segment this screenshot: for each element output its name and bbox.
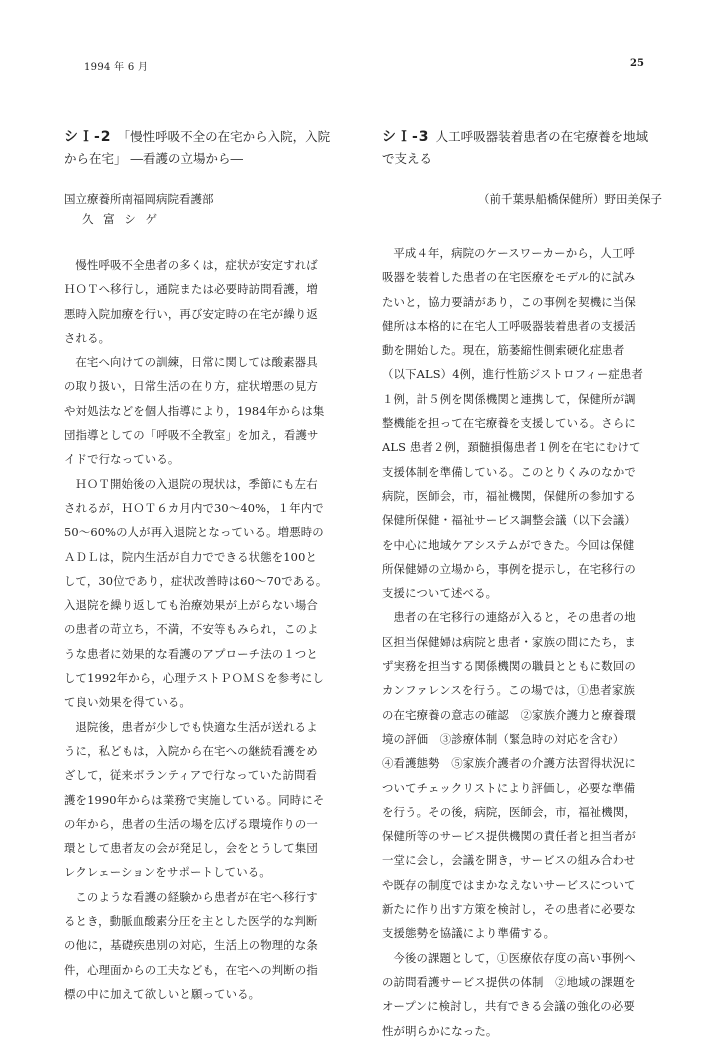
paragraph-line: を行う。その後，病院，医師会，市，福祉機関， (382, 804, 636, 819)
paragraph-line: 環として患者友の会が発足し，会をとうして集団 (64, 841, 318, 856)
paragraph-line: 平成４年，病院のケースワーカーから，人工呼 (393, 246, 635, 260)
paragraph-line: 支援態勢を協議により準備する。 (382, 926, 556, 941)
paragraph-line: 病院，医師会，市，福祉機関，保健所の参加する (382, 488, 636, 503)
paragraph-line: 動を開始した。現在，筋萎縮性側索硬化症患者 (382, 343, 625, 358)
paragraph-line: イドで行なっている。 (64, 452, 180, 467)
left-article-code: シＩ-2 (64, 129, 112, 145)
body-paragraph (64, 350, 348, 471)
paragraph-line: 整機能を担って在宅療養を支援している。さらに (382, 416, 636, 431)
paragraph-line: て良い効果を得ている。 (64, 695, 191, 710)
paragraph-line: 件，心理面からの工夫なども，在宅への判断の指 (64, 962, 318, 977)
right-article-code: シＩ-3 (382, 129, 430, 145)
paragraph-line: ＨＯＴ開始後の入退院の現状は，季節にも左右 (75, 476, 318, 491)
left-title-line-1: 「慢性呼吸不全の在宅から入院，入院 (117, 129, 331, 144)
paragraph-line: の在宅療養の意志の確認 ②家族介護力と療養環 (382, 707, 636, 722)
paragraph-line: 入退院を繰り返しても治療効果が上がらない場合 (64, 598, 318, 613)
paragraph-line: うな患者に効果的な看護のアプローチ法の１つと (64, 646, 318, 661)
issue-date: 1994 年 6 月 (84, 62, 149, 73)
paragraph-line: 標の中に加えて欲しいと願っている。 (64, 986, 261, 1001)
paragraph-line: 所保健婦の立場から，事例を提示し，在宅移行の (382, 561, 636, 576)
paragraph-line: されるが，ＨＯＴ６カ月内で30〜40%，１年内で (64, 500, 324, 515)
left-article (64, 126, 348, 1006)
paragraph-line: 悪時入院加療を行い，再び安定時の在宅が繰り返 (64, 306, 318, 321)
paragraph-line: ず実務を担当する関係機関の職員とともに数回の (382, 659, 636, 674)
paragraph-line: 患者の在宅移行の連絡が入ると，その患者の地 (393, 610, 636, 625)
left-article-body (64, 253, 348, 1006)
paragraph-line: 50〜60%の人が再入退院となっている。増悪時の (64, 525, 324, 540)
paragraph-line: の年から，患者の生活の場を広げる環境作りの一 (64, 816, 318, 831)
paragraph-line: レクレェーションをサポートしている。 (64, 865, 271, 880)
paragraph-line: して，30位であり，症状改善時は60〜70である。 (64, 573, 328, 588)
left-affiliation: 国立療養所南福岡病院看護部 (64, 192, 214, 206)
paragraph-line: 保健所保健・福祉サービス調整会議（以下会議） (382, 513, 636, 528)
body-paragraph (64, 715, 348, 885)
paragraph-line: ＡＤＬは，院内生活が自力でできる状態を100と (64, 549, 318, 564)
paragraph-line: 支援体制を準備している。このとりくみのなかで (382, 464, 636, 479)
body-paragraph (382, 946, 662, 1043)
right-affiliation: （前千葉県船橋保健所）野田美保子 (478, 192, 662, 206)
paragraph-line: の他に，基礎疾患別の対応，生活上の物理的な条 (64, 938, 318, 953)
right-article-title (382, 126, 662, 170)
paragraph-line: 保健所等のサービス提供機関の責任者と担当者が (382, 829, 636, 844)
right-article (382, 126, 662, 1043)
paragraph-line: の取り扱い，日常生活の在り方，症状増悪の見方 (64, 379, 318, 394)
paragraph-line: 健所は本格的に在宅人工呼吸器装着患者の支援活 (382, 318, 636, 333)
paragraph-line: ざして，従来ボランティアで行なっていた訪問看 (64, 768, 318, 783)
paragraph-line: 吸器を装着した患者の在宅医療をモデル的に試み (382, 270, 636, 285)
paragraph-line: このような看護の経験から患者が在宅へ移行す (75, 889, 318, 904)
body-paragraph (382, 241, 662, 605)
paragraph-line: 護を1990年からは業務で実施している。同時にそ (64, 792, 325, 807)
paragraph-line: 区担当保健婦は病院と患者・家族の間にたち，ま (382, 634, 636, 649)
right-title-line-1: 人工呼吸器装着患者の在宅療養を地域 (435, 129, 649, 144)
paragraph-line: 在宅へ向けての訓練，日常に関しては酸素器具 (75, 355, 318, 370)
paragraph-line: １例，計５例を関係機関と連携して，保健所が調 (382, 391, 636, 406)
paragraph-line: ALS 患者２例，頚髄損傷患者１例を在宅にむけて (382, 440, 641, 455)
page-number: 25 (630, 58, 644, 69)
paragraph-line: （以下ALS）4例，進行性筋ジストロフィー症患者 (382, 367, 643, 382)
left-article-title (64, 126, 348, 170)
paragraph-line: るとき，動脈血酸素分圧を主とした医学的な判断 (64, 914, 318, 929)
paragraph-line: 支援について述べる。 (382, 586, 498, 601)
paragraph-line: 一堂に会し，会議を開き，サービスの組み合わせ (382, 853, 636, 868)
paragraph-line: される。 (64, 330, 111, 345)
paragraph-line: ④看護態勢 ⑤家族介護者の介護方法習得状況に (382, 756, 636, 771)
paragraph-line: オープンに検討し，共有できる会議の強化の必要 (382, 999, 635, 1014)
paragraph-line: カンファレンスを行う。この場では，①患者家族 (382, 683, 636, 698)
body-paragraph (64, 253, 348, 350)
body-paragraph (382, 605, 662, 945)
right-article-body (382, 241, 662, 1043)
paragraph-line: うに，私どもは，入院から在宅への継続看護をめ (64, 743, 318, 758)
paragraph-line: ついてチェックリストにより評価し，必要な準備 (382, 780, 636, 795)
paragraph-line: 退院後，患者が少しでも快適な生活が送れるよ (75, 719, 318, 734)
paragraph-line: や既存の制度ではまかなえないサービスについて (382, 877, 636, 892)
paragraph-line: の訪問看護サービス提供の体制 ②地域の課題を (382, 974, 636, 989)
paragraph-line: して1992年から，心理テストＰＯＭＳを参考にし (64, 671, 324, 686)
paragraph-line: 今後の課題として，①医療依存度の高い事例へ (393, 950, 636, 965)
left-title-line-2: から在宅」 ―看護の立場から― (64, 151, 243, 166)
paragraph-line: や対処法などを個人指導により，1984年からは集 (64, 403, 325, 418)
left-author: 久 富 シ ゲ (82, 212, 160, 226)
paragraph-line: 団指導としての「呼吸不全教室」を加え，看護サ (64, 428, 319, 443)
paragraph-line: の患者の苛立ち，不満，不安等もみられ，このよ (64, 622, 319, 637)
body-paragraph (64, 472, 348, 715)
right-title-line-2: で支える (382, 151, 433, 166)
paragraph-line: を中心に地域ケアシステムができた。今回は保健 (382, 537, 635, 552)
body-paragraph (64, 885, 348, 1006)
paragraph-line: 新たに作り出す方策を検討し，その患者に必要な (382, 902, 636, 917)
paragraph-line: 性が明らかになった。 (382, 1023, 498, 1038)
paragraph-line: 境の評価 ③診療体制（緊急時の対応を含む） (382, 731, 625, 746)
paragraph-line: たいと，協力要請があり，この事例を契機に当保 (382, 294, 636, 309)
paragraph-line: 慢性呼吸不全患者の多くは，症状が安定すれば (75, 258, 318, 272)
paragraph-line: ＨＯＴへ移行し，通院または必要時訪問看護，増 (64, 282, 318, 297)
